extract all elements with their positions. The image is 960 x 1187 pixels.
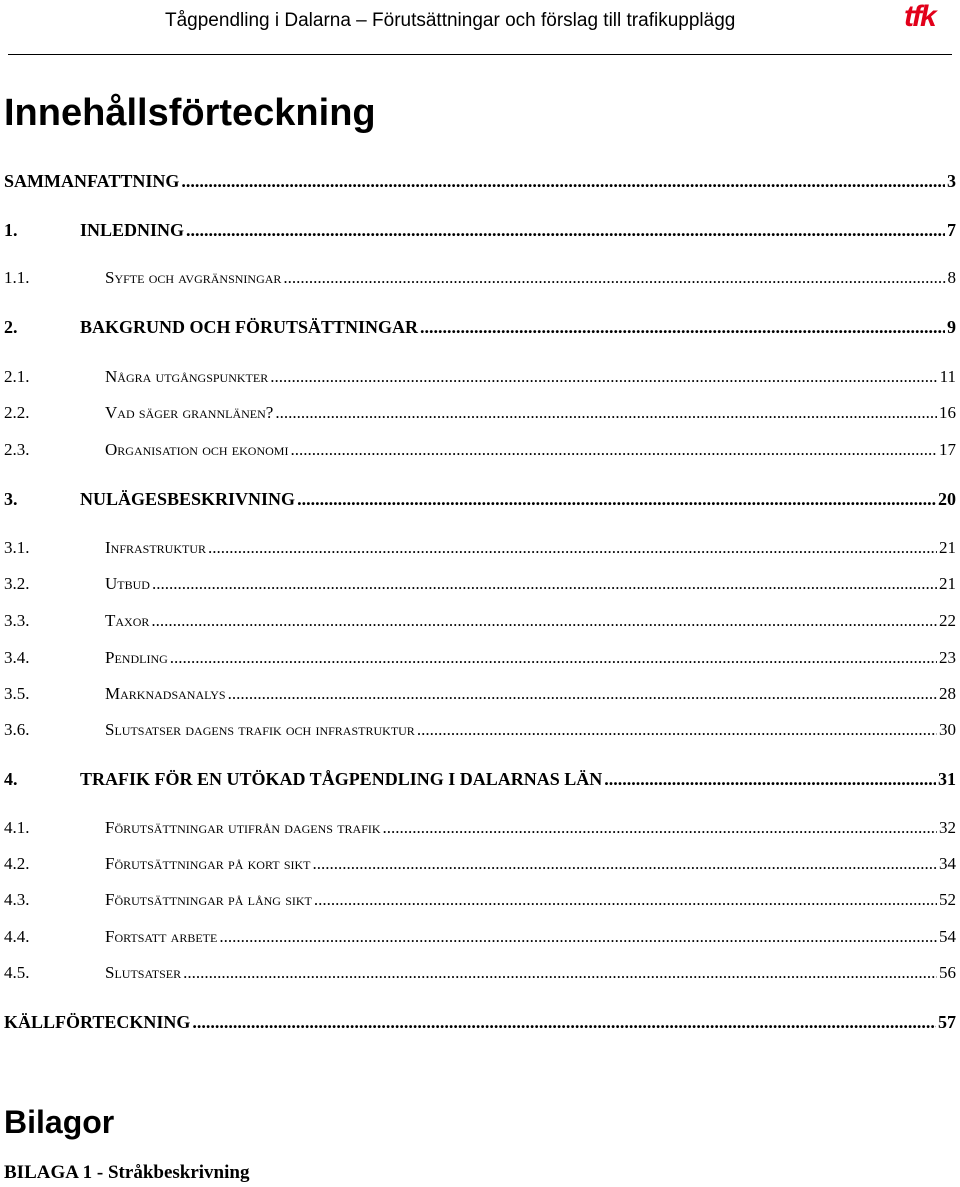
toc-entry-number: 3.4. — [4, 648, 30, 667]
toc-dot-leader — [192, 1009, 936, 1035]
toc-entry-page: 3 — [947, 171, 956, 191]
toc-entry-title: TRAFIK FÖR EN UTÖKAD TÅGPENDLING I DALARNAS LÄN — [80, 769, 603, 789]
toc-entry-title: BAKGRUND OCH FÖRUTSÄTTNINGAR — [80, 317, 419, 337]
toc-dot-leader — [283, 265, 945, 291]
toc-entry-title: Taxor — [105, 611, 150, 630]
toc-entry-number: 2.3. — [4, 440, 30, 459]
header-title: Tågpendling i Dalarna – Förutsättningar och förslag till trafikupplägg — [165, 10, 736, 31]
toc-entry-title: Några utgångspunkter — [105, 367, 269, 386]
toc-entry[interactable] — [4, 437, 956, 463]
toc-entry-number: 1.1. — [4, 268, 30, 287]
toc-entry[interactable] — [4, 486, 956, 512]
toc-entry-page: 20 — [938, 489, 956, 509]
toc-entry-number: 4.2. — [4, 854, 30, 873]
toc-entry-page: 31 — [938, 769, 956, 789]
toc-entry-number: 2. — [4, 317, 18, 337]
toc-entry-page: 52 — [939, 890, 956, 909]
toc-entry-title: Marknadsanalys — [105, 684, 226, 703]
toc-entry-title: Fortsatt arbete — [105, 927, 218, 946]
toc-entry-number: 2.2. — [4, 403, 30, 422]
toc-entry-page: 9 — [947, 317, 956, 337]
toc-entry-title: INLEDNING — [80, 220, 185, 240]
bilaga-item: BILAGA 1 - Stråkbeskrivning — [4, 1162, 250, 1183]
toc-entry-title: Infrastruktur — [105, 538, 207, 557]
toc-dot-leader — [604, 766, 936, 792]
toc-entry-page: 23 — [939, 648, 956, 667]
toc-dot-leader — [208, 535, 937, 561]
toc-entry[interactable] — [4, 217, 956, 243]
toc-entry[interactable] — [4, 815, 956, 841]
toc-entry-title: Slutsatser dagens trafik och infrastruktur — [105, 720, 415, 739]
toc-entry-page: 16 — [939, 403, 956, 422]
toc-entry[interactable] — [4, 717, 956, 743]
toc-entry-page: 21 — [939, 574, 956, 593]
toc-entry-page: 8 — [947, 268, 956, 287]
toc-dot-leader — [170, 645, 937, 671]
page-title: Innehållsförteckning — [4, 92, 376, 134]
toc-entry-page: 22 — [939, 611, 956, 630]
tfk-logo: tfk — [904, 0, 935, 33]
toc-entry[interactable] — [4, 681, 956, 707]
toc-dot-leader — [186, 217, 945, 243]
toc-entry-number: 3. — [4, 489, 18, 509]
toc-dot-leader — [290, 437, 937, 463]
toc-entry[interactable] — [4, 766, 956, 792]
bilagor-heading: Bilagor — [4, 1104, 115, 1140]
toc-entry-page: 32 — [939, 818, 956, 837]
toc-dot-leader — [151, 608, 937, 634]
toc-entry-page: 57 — [938, 1012, 956, 1032]
toc-entry-page: 54 — [939, 927, 956, 946]
toc-entry[interactable] — [4, 851, 956, 877]
toc-entry-number: 4.3. — [4, 890, 30, 909]
toc-entry-title: NULÄGESBESKRIVNING — [80, 489, 296, 509]
toc-dot-leader — [420, 314, 945, 340]
toc-entry[interactable] — [4, 1009, 956, 1035]
toc-entry-title: Pendling — [105, 648, 168, 667]
toc-entry[interactable] — [4, 364, 956, 390]
toc-entry[interactable] — [4, 168, 956, 194]
toc-entry[interactable] — [4, 924, 956, 950]
toc-entry-title: SAMMANFATTNING — [4, 171, 180, 191]
toc-entry-page: 7 — [947, 220, 956, 240]
toc-dot-leader — [314, 887, 937, 913]
toc-entry-number: 4. — [4, 769, 18, 789]
toc-dot-leader — [383, 815, 937, 841]
toc-entry-title: Organisation och ekonomi — [105, 440, 289, 459]
toc-entry[interactable] — [4, 608, 956, 634]
toc-dot-leader — [417, 717, 937, 743]
toc-dot-leader — [313, 851, 938, 877]
toc-entry-title: KÄLLFÖRTECKNING — [4, 1012, 191, 1032]
toc-dot-leader — [228, 681, 937, 707]
toc-entry-number: 2.1. — [4, 367, 30, 386]
toc-dot-leader — [219, 924, 937, 950]
toc-entry-page: 21 — [939, 538, 956, 557]
toc-entry-page: 34 — [939, 854, 956, 873]
toc-entry[interactable] — [4, 645, 956, 671]
toc-entry-number: 4.5. — [4, 963, 30, 982]
toc-entry-page: 28 — [939, 684, 956, 703]
toc-dot-leader — [270, 364, 937, 390]
toc-entry-number: 1. — [4, 220, 18, 240]
toc-entry-number: 3.5. — [4, 684, 30, 703]
toc-entry-page: 11 — [939, 367, 956, 386]
toc-entry-number: 3.1. — [4, 538, 30, 557]
toc-dot-leader — [152, 571, 937, 597]
toc-entry-title: Förutsättningar på lång sikt — [105, 890, 312, 909]
toc-dot-leader — [183, 960, 937, 986]
toc-entry[interactable] — [4, 960, 956, 986]
toc-dot-leader — [275, 400, 937, 426]
toc-entry-title: Förutsättningar utifrån dagens trafik — [105, 818, 381, 837]
toc-entry-title: Utbud — [105, 574, 150, 593]
toc-dot-leader — [297, 486, 936, 512]
toc-entry-number: 3.6. — [4, 720, 30, 739]
toc-entry-page: 56 — [939, 963, 956, 982]
toc-entry[interactable] — [4, 265, 956, 291]
toc-entry-number: 4.4. — [4, 927, 30, 946]
toc-entry[interactable] — [4, 535, 956, 561]
toc-entry-page: 17 — [939, 440, 956, 459]
toc-entry-title: Slutsatser — [105, 963, 182, 982]
toc-entry-title: Förutsättningar på kort sikt — [105, 854, 311, 873]
toc-entry-title: Syfte och avgränsningar — [105, 268, 282, 287]
toc-entry-number: 4.1. — [4, 818, 30, 837]
toc-entry[interactable] — [4, 400, 956, 426]
toc-entry-title: Vad säger grannlänen? — [105, 403, 274, 422]
header-divider — [8, 54, 952, 55]
toc-entry[interactable] — [4, 887, 956, 913]
toc-entry-number: 3.3. — [4, 611, 30, 630]
toc-dot-leader — [181, 168, 945, 194]
toc-entry[interactable] — [4, 314, 956, 340]
toc-entry-page: 30 — [939, 720, 956, 739]
toc-entry[interactable] — [4, 571, 956, 597]
toc-entry-number: 3.2. — [4, 574, 30, 593]
